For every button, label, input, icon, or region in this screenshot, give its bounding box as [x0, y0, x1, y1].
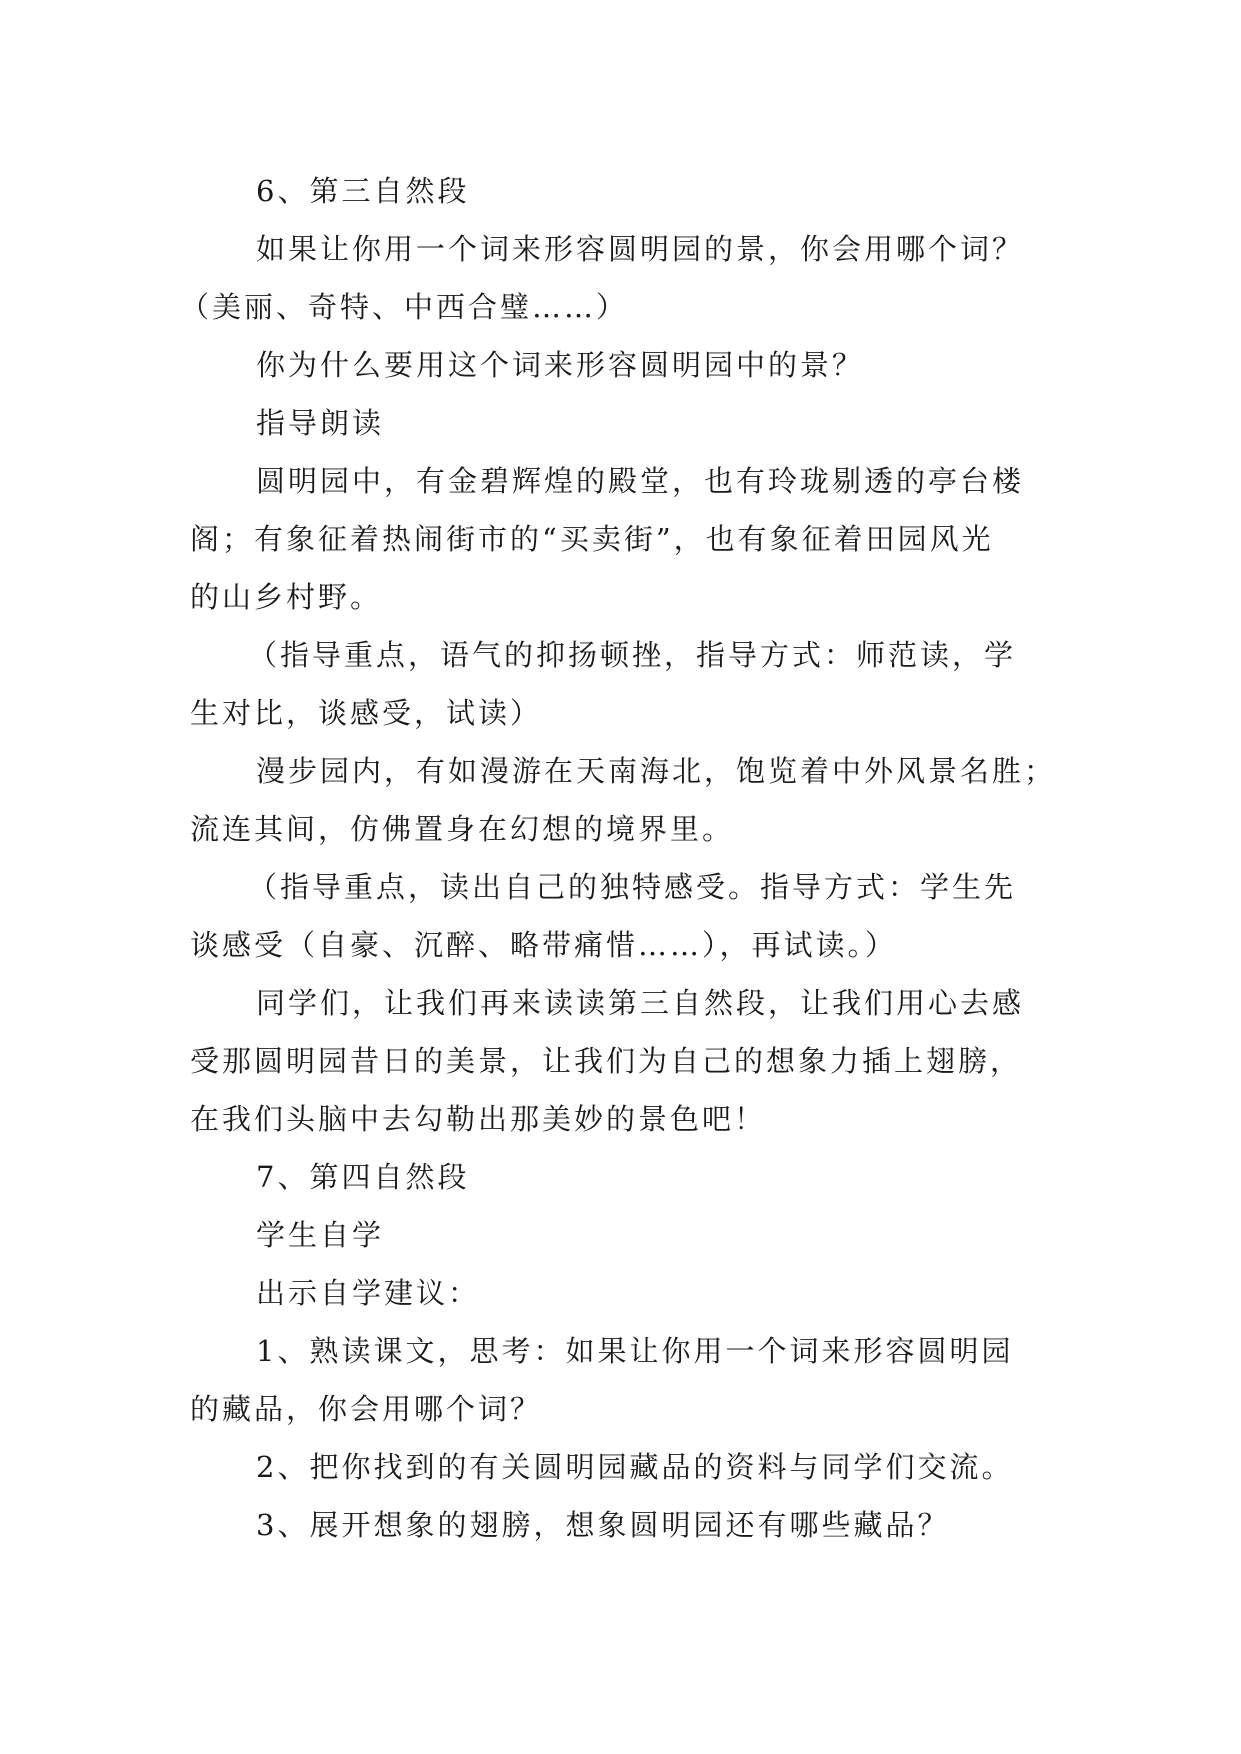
list-item: 1、熟读课文，思考：如果让你用一个词来形容圆明园	[256, 1334, 1014, 1368]
list-item: 2、把你找到的有关圆明园藏品的资料与同学们交流。	[256, 1450, 1014, 1484]
instruction-line: 出示自学建议：	[256, 1276, 481, 1310]
instruction-line: 学生自学	[256, 1218, 385, 1252]
quote-line: 圆明园中，有金碧辉煌的殿堂，也有玲珑剔透的亭台楼	[256, 464, 1025, 498]
note-line: 生对比，谈感受，试读）	[190, 696, 543, 730]
document-page	[180, 162, 1070, 1554]
quote-line: 流连其间，仿佛置身在幻想的境界里。	[190, 812, 735, 846]
answer-line: （美丽、奇特、中西合璧……）	[180, 290, 629, 324]
paragraph-line: 在我们头脑中去勾勒出那美妙的景色吧！	[190, 1102, 767, 1136]
note-line: （指导重点，读出自己的独特感受。指导方式：学生先	[248, 870, 1017, 904]
instruction-line: 指导朗读	[256, 406, 385, 440]
note-line: 谈感受（自豪、沉醉、略带痛惜……），再试读。）	[190, 928, 898, 962]
list-item: 3、展开想象的翅膀，想象圆明园还有哪些藏品？	[256, 1508, 950, 1542]
list-item: 的藏品，你会用哪个词？	[190, 1392, 543, 1426]
question-line: 你为什么要用这个词来形容圆明园中的景？	[256, 348, 865, 382]
note-line: （指导重点，语气的抑扬顿挫，指导方式：师范读，学	[248, 638, 1017, 672]
section-heading-3: 6、第三自然段	[256, 174, 470, 208]
paragraph-line: 受那圆明园昔日的美景，让我们为自己的想象力插上翅膀，	[190, 1044, 1023, 1078]
question-line: 如果让你用一个词来形容圆明园的景，你会用哪个词？	[256, 232, 1025, 266]
quote-line: 漫步园内，有如漫游在天南海北，饱览着中外风景名胜；	[256, 754, 1057, 788]
quote-line: 阁；有象征着热闹街市的“买卖街”，也有象征着田园风光	[190, 522, 994, 556]
quote-line: 的山乡村野。	[190, 580, 383, 614]
paragraph-line: 同学们，让我们再来读读第三自然段，让我们用心去感	[256, 986, 1025, 1020]
section-heading-4: 7、第四自然段	[256, 1160, 470, 1194]
